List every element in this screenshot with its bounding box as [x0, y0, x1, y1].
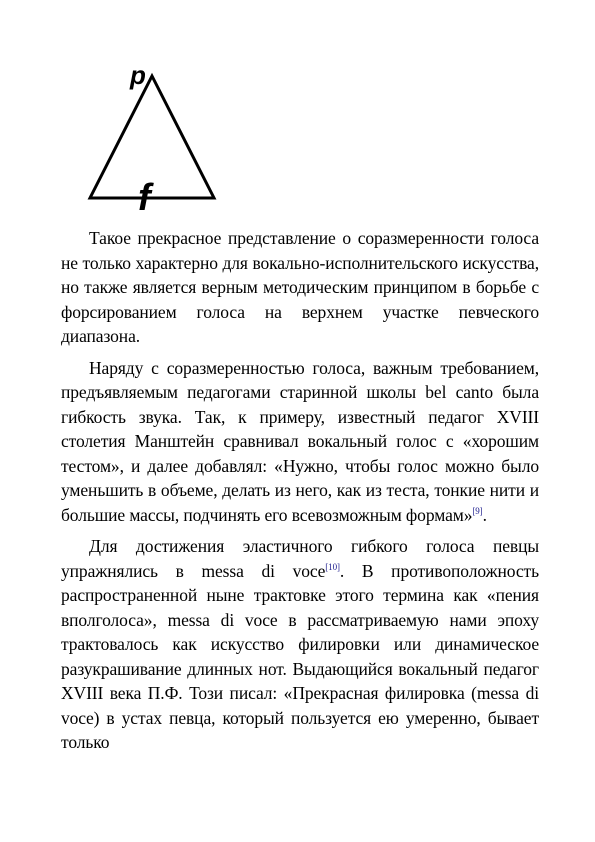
triangle-svg — [82, 62, 222, 222]
triangle-diagram — [82, 62, 222, 222]
label-p: p — [130, 62, 146, 90]
paragraph-2-end: . — [482, 504, 487, 525]
paragraph-3-text: Для достижения эластичного гибкого голоса певцы упражнялись в messa di voce — [61, 536, 539, 581]
paragraph-3 — [61, 534, 539, 755]
label-f: f — [138, 177, 151, 219]
paragraph-2 — [61, 356, 539, 528]
footnote-ref-9[interactable]: [9] — [472, 505, 483, 516]
paragraph-2-text: Наряду с соразмеренностью голоса, важным требованием, предъявляемым педагогами старинной школы bel canto была гибкость звука. Так, к примеру, известный педагог XVIII столетия Манштейн сравнивал вокальный голос с «хорошим тестом», и далее добавлял: «Нужно, чтобы голос можно было уменьшить в объеме, делать из него, как из теста, тонкие нити и большие массы, подчинять его всевозможным формам» — [61, 357, 539, 525]
footnote-ref-10[interactable]: [10] — [325, 561, 340, 572]
paragraph-3-end: . В противоположность распространенной ныне трактовке этого термина как «пения вполголоса», messa di voce в рассматриваемую нами эпоху трактовалось как искусство филировки или динамическое разукрашивание длинных нот. Выдающийся вокальный педагог XVIII века П.Ф. Този писал: «Прекрасная филировка (messa di voce) в устах певца, который пользуется ею умеренно, бывает только — [61, 560, 539, 752]
triangle-shape — [90, 76, 214, 198]
paragraph-1: Такое прекрасное представление о соразмеренности голоса не только характерно для вокально-исполнительского искусства, но также является верным методическим принципом в борьбе с форсированием голоса на верхнем участке певческого диапазона. — [61, 228, 539, 346]
body-text — [61, 226, 539, 762]
